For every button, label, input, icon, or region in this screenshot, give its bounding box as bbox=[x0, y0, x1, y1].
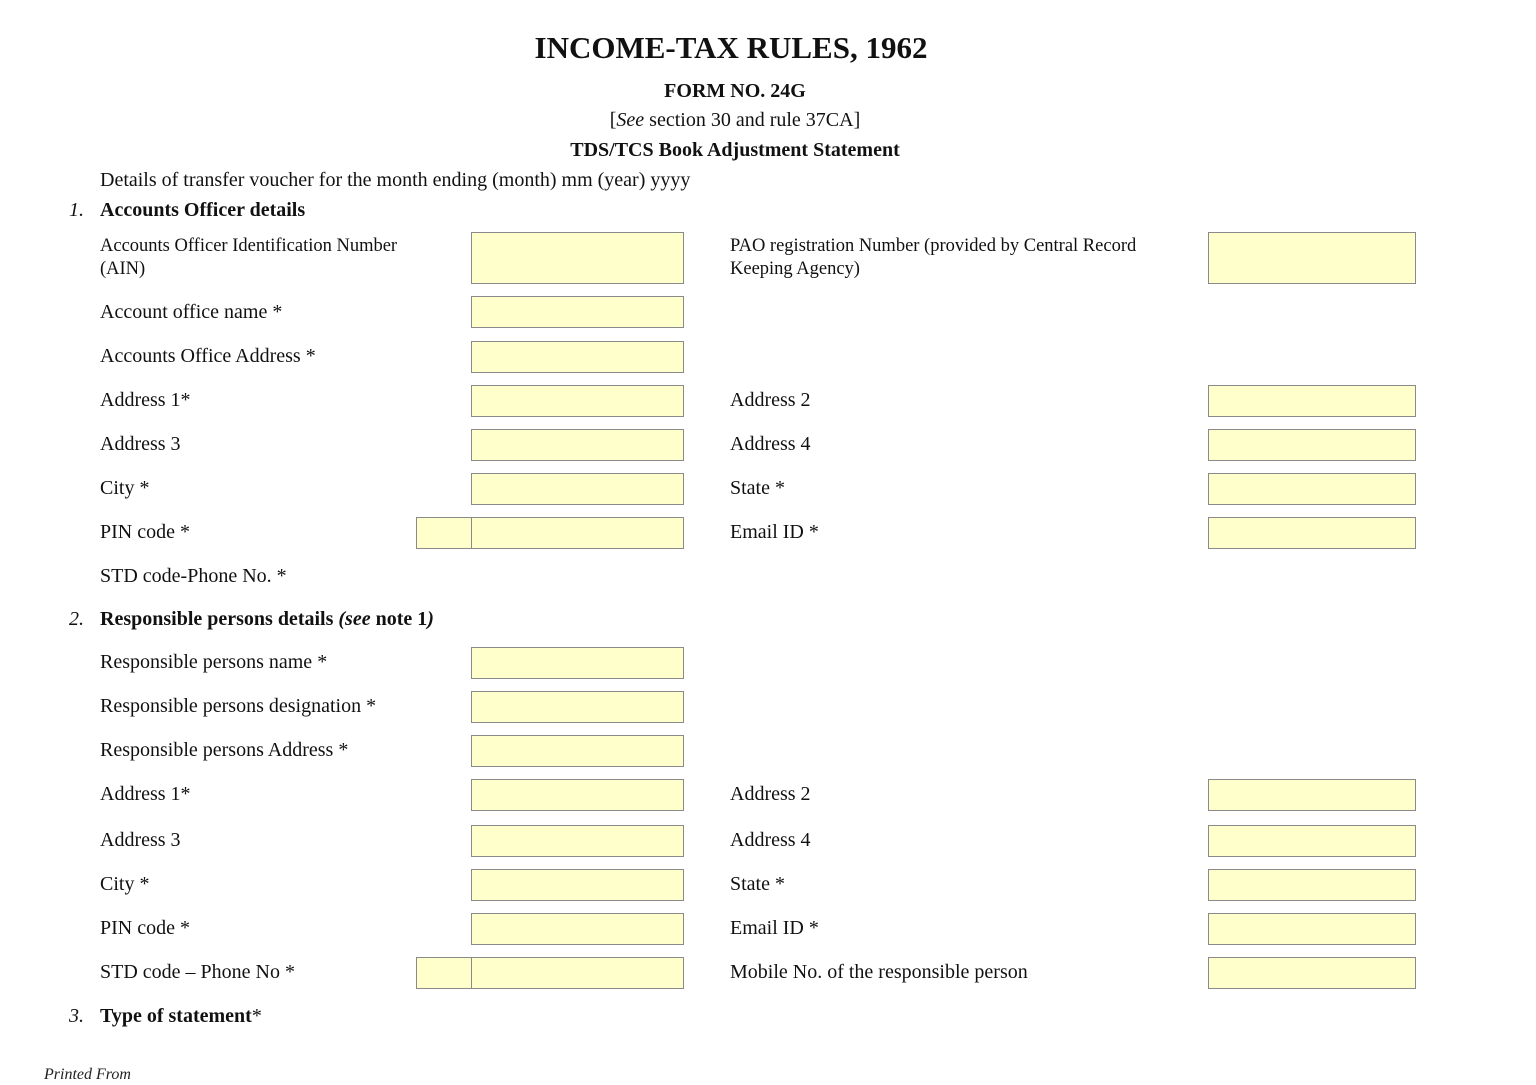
pao-label: PAO registration Number (provided by Central Record Keeping Agency) bbox=[730, 236, 1137, 279]
s2-phone-field[interactable] bbox=[471, 957, 684, 989]
s2-state-field[interactable] bbox=[1208, 869, 1416, 901]
section1-title: Accounts Officer details bbox=[100, 199, 306, 221]
s1-std-phone-label: STD code-Phone No. * bbox=[100, 565, 287, 587]
s1-address1-label: Address 1* bbox=[100, 389, 191, 411]
s2-pin-field[interactable] bbox=[471, 913, 684, 945]
office-name-field[interactable] bbox=[471, 296, 684, 328]
s1-address2-label: Address 2 bbox=[730, 389, 811, 411]
voucher-line: Details of transfer voucher for the month ending (month) mm (year) yyyy bbox=[100, 169, 691, 191]
s1-address3-label: Address 3 bbox=[100, 433, 181, 455]
section3-title-text: Type of statement bbox=[100, 1005, 252, 1027]
s1-state-field[interactable] bbox=[1208, 473, 1416, 505]
s2-address1-field[interactable] bbox=[471, 779, 684, 811]
office-name-label: Account office name * bbox=[100, 301, 283, 323]
s1-email-field[interactable] bbox=[1208, 517, 1416, 549]
s1-std-code-field[interactable] bbox=[416, 517, 472, 549]
legal-reference bbox=[0, 109, 1470, 132]
resp-designation-field[interactable] bbox=[471, 691, 684, 723]
pao-field[interactable] bbox=[1208, 232, 1416, 284]
section2-title-see: (see bbox=[338, 608, 371, 630]
office-address-label: Accounts Office Address * bbox=[100, 345, 316, 367]
form-number: FORM NO. 24G bbox=[664, 80, 806, 102]
section3-title bbox=[100, 1005, 262, 1028]
form-title: INCOME-TAX RULES, 1962 bbox=[534, 30, 928, 65]
s2-address2-label: Address 2 bbox=[730, 783, 811, 805]
s2-address1-label: Address 1* bbox=[100, 783, 191, 805]
s1-address3-field[interactable] bbox=[471, 429, 684, 461]
s1-address4-label: Address 4 bbox=[730, 433, 811, 455]
section2-title-close: ) bbox=[427, 608, 434, 630]
s1-pin-label: PIN code * bbox=[100, 521, 190, 543]
resp-address-field[interactable] bbox=[471, 735, 684, 767]
s2-city-label: City * bbox=[100, 873, 150, 895]
s2-address3-field[interactable] bbox=[471, 825, 684, 857]
s2-city-field[interactable] bbox=[471, 869, 684, 901]
s2-mobile-field[interactable] bbox=[1208, 957, 1416, 989]
resp-name-label: Responsible persons name * bbox=[100, 651, 328, 673]
s2-address4-label: Address 4 bbox=[730, 829, 811, 851]
s2-address4-field[interactable] bbox=[1208, 825, 1416, 857]
ref-open: [ bbox=[609, 109, 617, 131]
s1-email-label: Email ID * bbox=[730, 521, 819, 543]
office-address-field[interactable] bbox=[471, 341, 684, 373]
s2-std-phone-label: STD code – Phone No * bbox=[100, 961, 295, 983]
printed-from-footer: Printed From bbox=[44, 1066, 131, 1083]
section2-title-main: Responsible persons details bbox=[100, 608, 339, 630]
s1-state-label: State * bbox=[730, 477, 785, 499]
resp-name-field[interactable] bbox=[471, 647, 684, 679]
s1-pin-field[interactable] bbox=[471, 517, 684, 549]
ref-see: See bbox=[616, 109, 645, 131]
section3-title-star: * bbox=[251, 1005, 262, 1027]
s1-city-field[interactable] bbox=[471, 473, 684, 505]
s1-address4-field[interactable] bbox=[1208, 429, 1416, 461]
ref-rest: section 30 and rule 37CA] bbox=[644, 109, 861, 131]
section2-number: 2. bbox=[69, 608, 84, 630]
section2-title bbox=[100, 608, 434, 631]
s1-address2-field[interactable] bbox=[1208, 385, 1416, 417]
section1-number: 1. bbox=[69, 199, 84, 221]
s2-email-label: Email ID * bbox=[730, 917, 819, 939]
resp-address-label: Responsible persons Address * bbox=[100, 739, 349, 761]
s1-address1-field[interactable] bbox=[471, 385, 684, 417]
s2-std-code-field[interactable] bbox=[416, 957, 472, 989]
section3-number: 3. bbox=[69, 1005, 84, 1027]
ain-field[interactable] bbox=[471, 232, 684, 284]
s2-mobile-label: Mobile No. of the responsible person bbox=[730, 961, 1028, 983]
s2-address3-label: Address 3 bbox=[100, 829, 181, 851]
s2-pin-label: PIN code * bbox=[100, 917, 190, 939]
s2-email-field[interactable] bbox=[1208, 913, 1416, 945]
s2-state-label: State * bbox=[730, 873, 785, 895]
resp-designation-label: Responsible persons designation * bbox=[100, 695, 377, 717]
s2-address2-field[interactable] bbox=[1208, 779, 1416, 811]
section2-title-note: note 1 bbox=[370, 608, 428, 630]
s1-city-label: City * bbox=[100, 477, 150, 499]
statement-title: TDS/TCS Book Adjustment Statement bbox=[570, 139, 900, 161]
ain-label: Accounts Officer Identification Number (AIN) bbox=[100, 236, 398, 279]
